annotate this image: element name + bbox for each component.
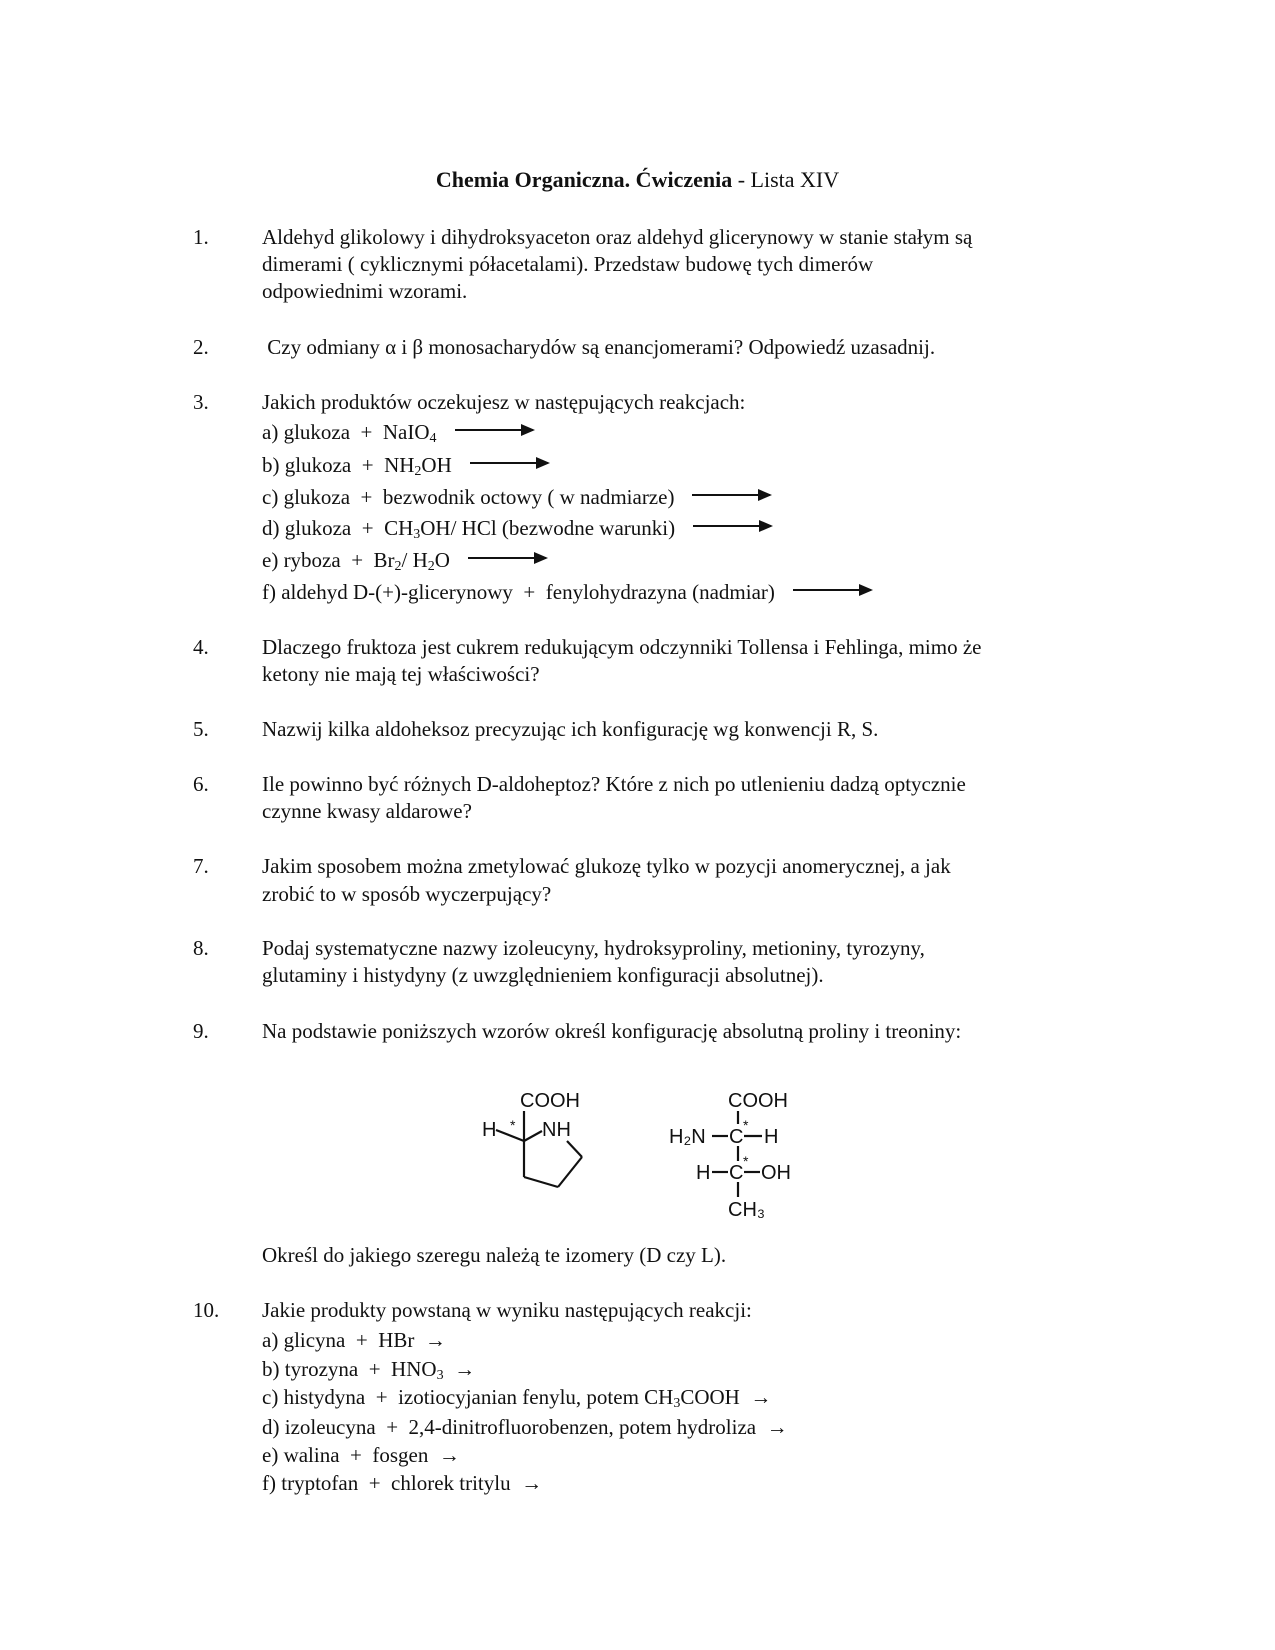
item-text: Jakich produktów oczekujesz w następujących reakcjach: — [262, 390, 746, 414]
reaction-line: e) ryboza + $Br_2/$ $H_2O$ — [262, 546, 546, 574]
svg-text:H: H — [696, 1162, 711, 1184]
svg-text:H: H — [482, 1119, 497, 1141]
item-text: zrobić to w sposób wyczerpujący? — [262, 882, 552, 906]
svg-text:NH: NH — [542, 1119, 571, 1141]
svg-text:C: C — [729, 1126, 744, 1148]
reaction-line: d) izoleucyna + 2,4-dinitrofluorobenzen, potem hydroliza → — [262, 1415, 788, 1439]
svg-text:*: * — [743, 1153, 749, 1169]
proline-structure — [482, 1090, 582, 1187]
item-text: ketony nie mają tej właściwości? — [262, 662, 540, 686]
item-text: Podaj systematyczne nazwy izoleucyny, hydroksyproliny, metioniny, tyrozyny, — [262, 936, 925, 960]
item-text: glutaminy i histydyny (z uwzględnieniem konfiguracji absolutnej). — [262, 963, 824, 987]
item-number: 5. — [193, 717, 209, 741]
title-separator: - — [732, 167, 751, 192]
reaction-line: a) glukoza + NaIO$_4$ — [262, 418, 533, 446]
item-number: 2. — [193, 335, 209, 359]
reaction-line: a) glicyna + HBr → — [262, 1328, 446, 1352]
item-number: 4. — [193, 635, 209, 659]
svg-text:H₂N: H₂N — [669, 1126, 706, 1148]
reaction-line: d) glukoza + $CH_3OH/$ HCl (bezwodne warunki) — [262, 514, 771, 542]
reaction-line: c) glukoza + bezwodnik octowy ( w nadmiarze) — [262, 483, 770, 511]
chemical-structures — [470, 1085, 830, 1235]
svg-text:OH: OH — [761, 1162, 791, 1184]
reaction-arrow-icon — [468, 557, 546, 559]
item-number: 7. — [193, 854, 209, 878]
svg-text:COOH: COOH — [728, 1090, 788, 1112]
item-number: 8. — [193, 936, 209, 960]
reaction-arrow-icon — [470, 462, 548, 464]
reaction-arrow-icon — [455, 429, 533, 431]
reaction-line: b) glukoza + $NH_2OH$ — [262, 451, 548, 479]
item-text: Ile powinno być różnych D-aldoheptoz? Które z nich po utlenieniu dadzą optycznie — [262, 772, 966, 796]
reaction-line: f) tryptofan + chlorek tritylu → — [262, 1471, 543, 1495]
item-number: 9. — [193, 1019, 209, 1043]
threonine-structure — [669, 1090, 791, 1221]
reaction-line: f) aldehyd D-(+)-glicerynowy + fenylohydrazyna (nadmiar) — [262, 578, 871, 606]
item-number: 10. — [193, 1298, 220, 1322]
item-text: czynne kwasy aldarowe? — [262, 799, 472, 823]
reaction-line: b) tyrozyna + $HNO_3$ → — [262, 1357, 476, 1383]
svg-text:H: H — [764, 1126, 779, 1148]
title-main: Chemia Organiczna. Ćwiczenia — [435, 167, 733, 192]
item-text: Jakim sposobem można zmetylować glukozę tylko w pozycji anomerycznej, a jak — [262, 854, 951, 878]
item-text: Określ do jakiego szeregu należą te izomery (D czy L). — [262, 1243, 727, 1267]
reaction-line: e) walina + fosgen → — [262, 1443, 460, 1467]
svg-text:*: * — [510, 1117, 516, 1133]
reaction-line: c) histydyna + izotiocyjanian fenylu, potem $CH_3COOH$ → — [262, 1385, 772, 1411]
svg-text:CH₃: CH₃ — [728, 1199, 766, 1221]
reaction-arrow-icon — [693, 525, 771, 527]
item-text: Dlaczego fruktoza jest cukrem redukującym odczynniki Tollensa i Fehlinga, mimo że — [262, 635, 982, 659]
item-text: Nazwij kilka aldoheksoz precyzując ich konfigurację wg konwencji R, S. — [262, 717, 879, 741]
item-text: Aldehyd glikolowy i dihydroksyaceton oraz aldehyd glicerynowy w stanie stałym są — [262, 225, 973, 249]
svg-text:*: * — [743, 1117, 749, 1133]
reaction-arrow-icon — [692, 494, 770, 496]
reaction-arrow-icon — [793, 589, 871, 591]
item-number: 6. — [193, 772, 209, 796]
item-text: Czy odmiany α i β monosacharydów są enancjomerami? Odpowiedź uzasadnij. — [262, 335, 936, 359]
item-text: dimerami ( cyklicznymi półacetalami). Przedstaw budowę tych dimerów — [262, 252, 874, 276]
item-text: odpowiednimi wzorami. — [262, 279, 468, 303]
title-list-number: Lista XIV — [750, 167, 840, 192]
page-title — [0, 167, 1275, 193]
svg-text:COOH: COOH — [520, 1090, 580, 1112]
svg-text:C: C — [729, 1162, 744, 1184]
item-text: Jakie produkty powstaną w wyniku następujących reakcji: — [262, 1298, 752, 1322]
item-text: Na podstawie poniższych wzorów określ konfigurację absolutną proliny i treoniny: — [262, 1019, 962, 1043]
item-number: 1. — [193, 225, 209, 249]
item-number: 3. — [193, 390, 209, 414]
